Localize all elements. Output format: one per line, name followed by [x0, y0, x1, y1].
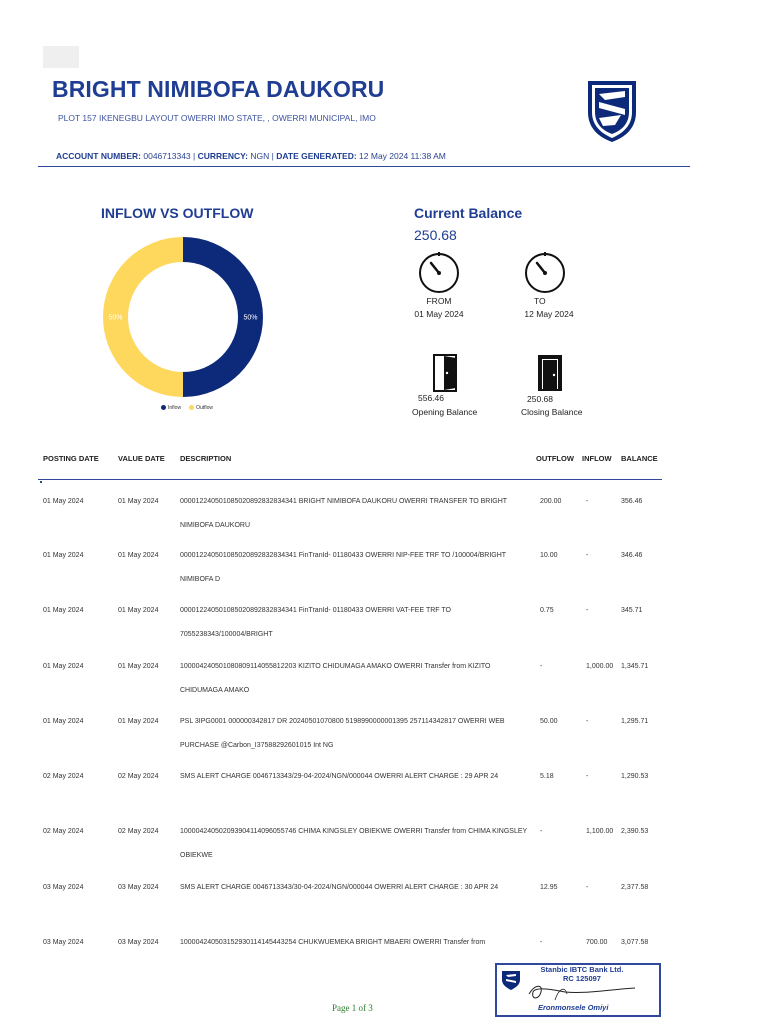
- col-header-inflow: INFLOW: [582, 454, 612, 463]
- chart-title: INFLOW VS OUTFLOW: [101, 205, 254, 221]
- posting-date-cell: 03 May 2024: [43, 939, 84, 946]
- balance-cell: 2,390.53: [621, 828, 649, 835]
- value-date-cell: 01 May 2024: [118, 552, 159, 559]
- description-cell: SMS ALERT CHARGE 0046713343/30-04-2024/NGN/000044 OWERRI ALERT CHARGE : 30 APR 24: [180, 884, 499, 891]
- date-generated: 12 May 2024 11:38 AM: [359, 151, 446, 161]
- table-row: [0, 544, 768, 594]
- description-cell: 100004240503152930114145443254 CHUKWUEMEKA BRIGHT MBAERI OWERRI Transfer from: [180, 939, 486, 946]
- legend-item-inflow: Inflow: [161, 405, 181, 411]
- current-balance-value: 250.68: [414, 227, 457, 243]
- description-cell: 000012240501085020892832834341 BRIGHT NIMIBOFA DAUKORU OWERRI TRANSFER TO BRIGHT NIMIBOFA DAUKORU: [180, 498, 507, 529]
- separator: |: [193, 151, 196, 161]
- divider-mark: [40, 481, 42, 483]
- header-divider: [38, 166, 690, 167]
- legend-swatch-inflow: [161, 405, 166, 410]
- table-row: [0, 710, 768, 760]
- account-holder-address: PLOT 157 IKENEGBU LAYOUT OWERRI IMO STATE, , OWERRI MUNICIPAL, IMO: [58, 113, 376, 123]
- inflow-outflow-donut-chart: [102, 236, 264, 398]
- balance-cell: 345.71: [621, 607, 643, 614]
- value-date-cell: 03 May 2024: [118, 939, 159, 946]
- posting-date-cell: 01 May 2024: [43, 718, 84, 725]
- donut-label-inflow: 50%: [243, 314, 258, 322]
- description-cell: 000012240501085020892832834341 FinTranId- 01180433 OWERRI NIP-FEE TRF TO /100004/BRIGHT NIMIBOFA D: [180, 552, 506, 583]
- balance-cell: 1,295.71: [621, 718, 649, 725]
- stanbic-shield-icon: [500, 969, 522, 991]
- currency: NGN: [250, 151, 270, 161]
- account-number-label: ACCOUNT NUMBER:: [56, 151, 141, 161]
- value-date-cell: 01 May 2024: [118, 718, 159, 725]
- table-row: [0, 765, 768, 815]
- posting-date-cell: 01 May 2024: [43, 552, 84, 559]
- inflow-cell: -: [586, 718, 589, 725]
- opening-balance-label: Opening Balance: [412, 407, 478, 417]
- separator: |: [271, 151, 274, 161]
- table-header-divider: [38, 479, 662, 480]
- posting-date-cell: 01 May 2024: [43, 498, 84, 505]
- col-header-balance: BALANCE: [621, 454, 658, 463]
- currency-label: CURRENCY:: [197, 151, 248, 161]
- inflow-cell: 1,000.00: [586, 663, 614, 670]
- outflow-cell: 200.00: [540, 498, 562, 505]
- inflow-cell: -: [586, 884, 589, 891]
- balance-cell: 1,345.71: [621, 663, 649, 670]
- col-header-value-date: VALUE DATE: [118, 454, 165, 463]
- outflow-cell: 10.00: [540, 552, 558, 559]
- col-header-posting-date: POSTING DATE: [43, 454, 99, 463]
- signature-scribble: [525, 980, 645, 1004]
- description-cell: PSL 3IPG0001 000000342817 DR 20240501070800 5198990000001395 257114342817 OWERRI WEB PURCHASE @Carbon_I37588292601015 Int NG: [180, 718, 505, 749]
- value-date-cell: 01 May 2024: [118, 607, 159, 614]
- balance-cell: 1,290.53: [621, 773, 649, 780]
- table-row: [0, 655, 768, 705]
- table-row: [0, 490, 768, 540]
- closed-door-icon: [536, 353, 564, 393]
- balance-cell: 346.46: [621, 552, 643, 559]
- value-date-cell: 02 May 2024: [118, 773, 159, 780]
- posting-date-cell: 02 May 2024: [43, 773, 84, 780]
- posting-date-cell: 01 May 2024: [43, 607, 84, 614]
- opening-balance-value: 556.46: [418, 393, 444, 403]
- chart-legend: [161, 405, 213, 411]
- posting-date-cell: 03 May 2024: [43, 884, 84, 891]
- inflow-cell: -: [586, 607, 589, 614]
- inflow-cell: 1,100.00: [586, 828, 614, 835]
- account-number: 0046713343: [143, 151, 191, 161]
- to-date: 12 May 2024: [524, 309, 574, 319]
- legend-item-outflow: Outflow: [189, 405, 213, 411]
- outflow-cell: 5.18: [540, 773, 554, 780]
- balance-cell: 356.46: [621, 498, 643, 505]
- stamp-rc-line: RC 125097: [563, 974, 601, 983]
- stamp-bank-line: Stanbic IBTC Bank Ltd.: [540, 965, 624, 974]
- timer-icon: [523, 250, 567, 294]
- outflow-cell: 0.75: [540, 607, 554, 614]
- balance-cell: 3,077.58: [621, 939, 649, 946]
- value-date-cell: 01 May 2024: [118, 498, 159, 505]
- inflow-cell: -: [586, 552, 589, 559]
- outflow-cell: -: [540, 663, 543, 670]
- open-door-icon: [431, 353, 459, 393]
- balance-cell: 2,377.58: [621, 884, 649, 891]
- value-date-cell: 02 May 2024: [118, 828, 159, 835]
- donut-label-outflow: 50%: [108, 314, 123, 322]
- table-row: [0, 820, 768, 870]
- description-cell: 100004240501080809114055812203 KIZITO CHIDUMAGA AMAKO OWERRI Transfer from KIZITO CHIDUMAGA AMAKO: [180, 663, 491, 694]
- description-cell: 000012240501085020892832834341 FinTranId- 01180433 OWERRI VAT-FEE TRF TO 7055238343/100004/BRIGHT: [180, 607, 451, 638]
- date-generated-label: DATE GENERATED:: [276, 151, 357, 161]
- table-row: [0, 876, 768, 926]
- page-number: Page 1 of 3: [332, 1003, 373, 1013]
- header-placeholder-box: [43, 46, 79, 68]
- current-balance-label: Current Balance: [414, 205, 523, 221]
- timer-icon: [417, 250, 461, 294]
- description-cell: 100004240502093904114096055746 CHIMA KINGSLEY OBIEKWE OWERRI Transfer from CHIMA KINGSLEY OBIEKWE: [180, 828, 528, 859]
- inflow-cell: 700.00: [586, 939, 608, 946]
- account-info-line: [56, 151, 446, 161]
- col-header-description: DESCRIPTION: [180, 454, 232, 463]
- stanbic-shield-icon: [585, 78, 639, 144]
- posting-date-cell: 01 May 2024: [43, 663, 84, 670]
- outflow-cell: -: [540, 939, 543, 946]
- inflow-cell: -: [586, 498, 589, 505]
- posting-date-cell: 02 May 2024: [43, 828, 84, 835]
- outflow-cell: 12.95: [540, 884, 558, 891]
- closing-balance-value: 250.68: [527, 394, 553, 404]
- inflow-cell: -: [586, 773, 589, 780]
- legend-swatch-outflow: [189, 405, 194, 410]
- table-row: [0, 599, 768, 649]
- col-header-outflow: OUTFLOW: [536, 454, 574, 463]
- stamp-signatory: Eronmonsele Omiyi: [538, 1003, 609, 1012]
- to-label: TO: [534, 296, 546, 306]
- outflow-cell: -: [540, 828, 543, 835]
- from-label: FROM: [426, 296, 452, 306]
- closing-balance-label: Closing Balance: [521, 407, 583, 417]
- description-cell: SMS ALERT CHARGE 0046713343/29-04-2024/NGN/000044 OWERRI ALERT CHARGE : 29 APR 24: [180, 773, 499, 780]
- account-holder-name: BRIGHT NIMIBOFA DAUKORU: [52, 76, 385, 102]
- value-date-cell: 03 May 2024: [118, 884, 159, 891]
- from-date: 01 May 2024: [414, 309, 464, 319]
- outflow-cell: 50.00: [540, 718, 558, 725]
- value-date-cell: 01 May 2024: [118, 663, 159, 670]
